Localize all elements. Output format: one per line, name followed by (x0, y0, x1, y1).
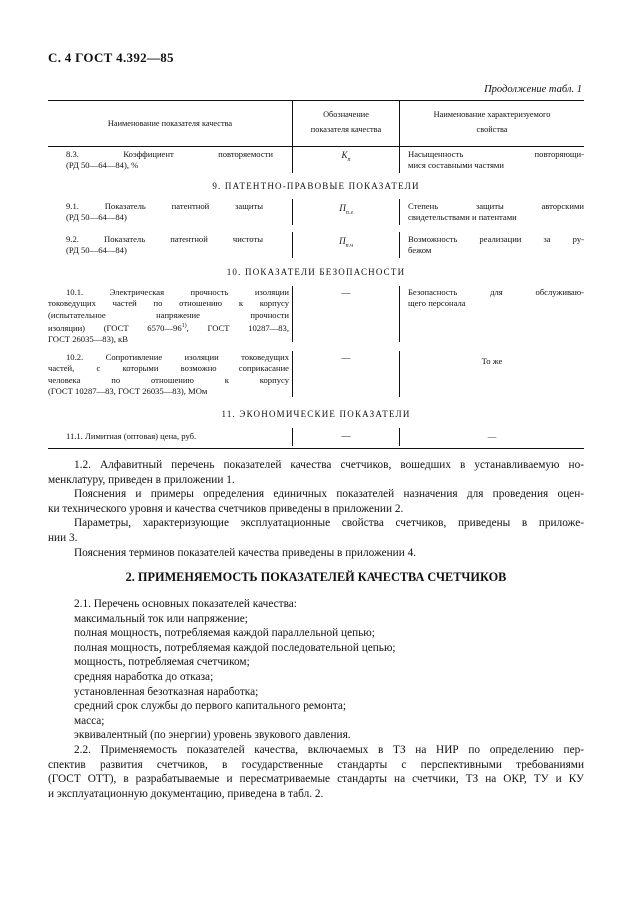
row-9-1-symbol: $П_{п.з}$ (339, 203, 353, 216)
row-9-1-property: Степень защиты авторскими свидетельствами и патентами (408, 201, 584, 223)
section-2-title: 2. ПРИМЕНЯЕМОСТЬ ПОКАЗАТЕЛЕЙ КАЧЕСТВА СЧЕТЧИКОВ (125, 570, 507, 584)
row-9-2-property: Возможность реализации за ру- бежом (408, 234, 584, 256)
list-item: полная мощность, потребляемая каждой последовательной цепью; (74, 641, 396, 654)
col-divider (399, 147, 400, 173)
paragraph-explanations: Пояснения и примеры определения единичных показателей назначения для проведения оцен- (74, 488, 584, 501)
body-text-block: 1.2. Алфавитный перечень показателей качества счетчиков, вошедших в устанавливаемую но- менклатуру, приведен в приложении 1. Пояснения и примеры определения единичных показателей назначения для проведения оцен- ки технического уровня и качества счетчиков приведены в приложении 2. Параметры, характеризующие эксплуатационные свойства счетчиков, приведены в приложе- нии 3. Пояснения терминов показателей качества приведены в приложении 4. (48, 459, 584, 559)
page-header: С. 4 ГОСТ 4.392—85 (48, 50, 174, 65)
table-top-rule (48, 100, 584, 101)
list-item: масса; (74, 714, 105, 727)
section-11-heading: 11. ЭКОНОМИЧЕСКИЕ ПОКАЗАТЕЛИ (221, 409, 411, 419)
paragraph-2-1: 2.1. Перечень основных показателей качества: (74, 598, 297, 610)
list-block: 2.1. Перечень основных показателей качества: максимальный ток или напряжение; полная мощность, потребляемая каждой параллельной цепью; полная мощность, потребляемая каждой последовательной цепью; мощность, потребляемая счетчиком; средняя наработка до отказа; установленная безотказная наработка; средний срок службы до первого капитального ремонта; масса; эквивалентный (по энергии) уровень звукового давления. 2.2. Применяемость показателей качества, включаемых в ТЗ на НИР по определению пер- спектив развития счетчиков, в государственные стандарты с перспективными требованиями (ГОСТ ОТТ), в разрабатываемые и пересматриваемые стандарты на счетчики, ТЗ на ОКР, ТУ и КУ и эксплуатационную документацию, приведена в табл. 2. (48, 598, 584, 800)
col-header-indicator-name: Наименование показателя качества (107, 119, 233, 128)
paragraph-2-2: 2.2. Применяемость показателей качества, включаемых в ТЗ на НИР по определению пер- (74, 743, 584, 756)
row-8-3-symbol: $K_п$ (341, 150, 351, 163)
list-item: максимальный ток или напряжение; (74, 612, 248, 625)
row-9-2-name: 9.2. Показатель патентной чистоты (РД 50—64—84) (66, 234, 263, 256)
row-10-1-symbol: — (341, 288, 351, 298)
col-header-designation: Обозначение показателя качества (310, 110, 382, 134)
col-header-property: Наименование характеризуемого свойства (433, 110, 551, 134)
table-bottom-rule (48, 448, 584, 449)
paragraph-parameters: Параметры, характеризующие эксплуатационные свойства счетчиков, приведены в приложе- (74, 517, 584, 530)
row-8-3-name: 8.3. Коэффициент повторяемости (РД 50—64—84), % (66, 149, 273, 171)
col-divider (399, 232, 400, 258)
row-11-1-name: 11.1. Лимитная (оптовая) цена, руб. (66, 431, 197, 441)
col-divider (399, 199, 400, 225)
row-11-1-symbol: — (341, 431, 351, 441)
row-9-2-symbol: $П_{п.ч}$ (339, 236, 353, 249)
table-header-rule (48, 146, 584, 147)
row-10-2-symbol: — (341, 353, 351, 363)
paragraph-1-2: 1.2. Алфавитный перечень показателей качества счетчиков, вошедших в устанавливаемую но- (74, 459, 584, 471)
row-10-1-name: 10.1. Электрическая прочность изоляции токоведущих частей по отношению к корпусу (испытательное напряжение прочности изоляции) (ГОСТ 6570—96$^{1)}$, ГОСТ 10287—83, ГОСТ 26035—83), кВ (48, 287, 290, 345)
row-11-1-property: — (487, 431, 497, 441)
list-item: средний срок службы до первого капитального ремонта; (74, 700, 346, 713)
list-item: установленная безотказная наработка; (74, 685, 259, 698)
list-item: эквивалентный (по энергии) уровень звукового давления. (74, 729, 351, 742)
section-10-heading: 10. ПОКАЗАТЕЛИ БЕЗОПАСНОСТИ (226, 267, 406, 277)
row-8-3-property: Насыщенность повторяющи- мися составными частями (408, 149, 584, 171)
paragraph-terms: Пояснения терминов показателей качества приведены в приложении 4. (74, 546, 417, 559)
row-10-2-name: 10.2. Сопротивление изоляции токоведущих частей, с которыми возможно соприкасание человека по отношению к корпусу (ГОСТ 10287—83, ГОСТ 26035—83), МОм (48, 352, 289, 396)
row-9-1-name: 9.1. Показатель патентной защиты (РД 50—64—84) (66, 201, 263, 223)
row-10-2-property: То же (481, 356, 503, 366)
table-continuation-label: Продолжение табл. 1 (484, 84, 582, 95)
list-item: средняя наработка до отказа; (74, 670, 214, 683)
list-item: мощность, потребляемая счетчиком; (74, 656, 250, 669)
section-9-heading: 9. ПАТЕНТНО-ПРАВОВЫЕ ПОКАЗАТЕЛИ (212, 181, 420, 191)
list-item: полная мощность, потребляемая каждой параллельной цепью; (74, 627, 375, 640)
col-divider (399, 286, 400, 342)
row-10-1-property: Безопасность для обслуживаю- щего персонала (408, 287, 584, 309)
